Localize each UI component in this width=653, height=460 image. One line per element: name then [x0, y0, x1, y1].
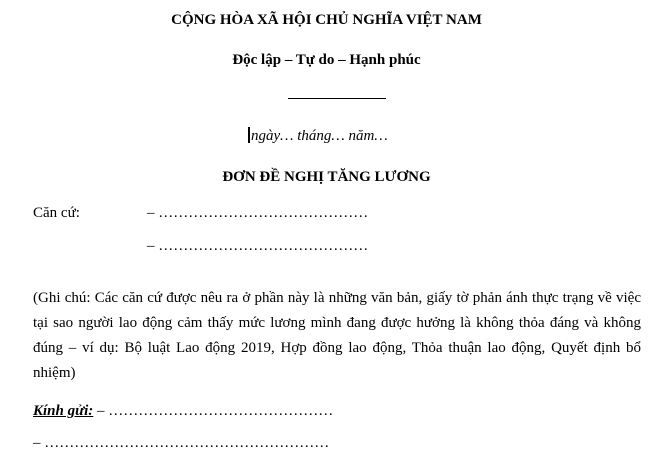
kinh-gui-line-1: – ……………………………………… [93, 403, 334, 419]
text-cursor [248, 127, 250, 143]
note-paragraph: (Ghi chú: Các căn cứ được nêu ra ở phần này là những văn bản, giấy tờ phản ánh thực trạng về việc tại sao người lao động cảm thấy mức lương mình đang được hưởng là không thỏa đáng và không đúng – ví dụ: Bộ luật Lao động 2019, Hợp đồng lao động, Thỏa thuận lao động, Quyết định bổ nhiệm) [33, 290, 641, 381]
kinh-gui-line-2: – ………………………………………………… [33, 435, 330, 451]
header-underline [288, 98, 386, 99]
date-line: ngày… tháng… năm… [251, 128, 388, 144]
kinh-gui-row [33, 402, 333, 420]
can-cu-line-2: – …………………………………… [147, 238, 369, 254]
document-title: ĐƠN ĐỀ NGHỊ TĂNG LƯƠNG [222, 169, 431, 185]
country-header: CỘNG HÒA XÃ HỘI CHỦ NGHĨA VIỆT NAM [171, 12, 482, 28]
can-cu-line-1: – …………………………………… [147, 205, 369, 221]
motto: Độc lập – Tự do – Hạnh phúc [232, 52, 421, 68]
can-cu-label: Căn cứ: [33, 205, 80, 221]
kinh-gui-label: Kính gửi: [33, 403, 94, 419]
